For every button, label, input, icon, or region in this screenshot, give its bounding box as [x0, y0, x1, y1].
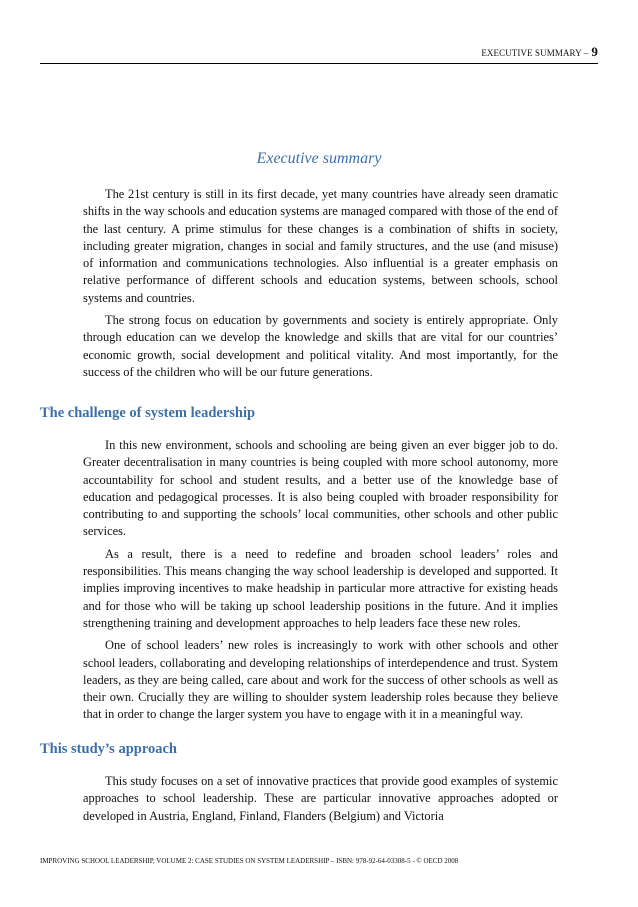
- page-number: 9: [591, 44, 598, 59]
- paragraph: As a result, there is a need to redefine and broaden school leaders’ roles and responsibilities. This means changing the way school leadership is developed and supported. It implies improving incentives to make headship in particular more attractive for existing heads and for those who will be taking up school leadership positions in the future. And it implies strengthening training and development approaches to help leaders face these new roles.: [83, 546, 558, 630]
- section-heading-approach: This study’s approach: [40, 741, 177, 757]
- page-footer: IMPROVING SCHOOL LEADERSHIP, VOLUME 2: CASE STUDIES ON SYSTEM LEADERSHIP – ISBN: 978-92-64-03308-5 - © OECD 2008: [40, 857, 459, 865]
- paragraph: One of school leaders’ new roles is increasingly to work with other schools and other school leaders, collaborating and developing relationships of interdependence and trust. System leaders, as they are being called, care about and work for the success of other schools as well as their own. Crucially they are willing to shoulder system leadership roles because they believe that in order to change the larger system you have to engage with it in a meaningful way.: [83, 638, 558, 722]
- paragraph: This study focuses on a set of innovative practices that provide good examples of systemic approaches to school leadership. These are particular innovative approaches adopted or developed in Austria, England, Finland, Flanders (Belgium) and Victoria: [83, 774, 558, 823]
- challenge-section: [83, 437, 558, 729]
- paragraph: The 21st century is still in its first decade, yet many countries have already seen dramatic shifts in the way schools and education systems are managed compared with those of the end of the last century. A prime stimulus for these changes is a combination of shifts in society, including greater migration, changes in social and family structures, and the use (and misuse) of information and communications technologies. Also influential is a greater emphasis on relative performance of different schools and education systems, between schools, school systems and countries.: [83, 187, 558, 305]
- paragraph: In this new environment, schools and schooling are being given an ever bigger job to do. Greater decentralisation in many countries is being coupled with more school autonomy, more accountability for school and student results, and a better use of the knowledge base of education and pedagogical processes. It is also being coupled with broader responsibility for contributing to and supporting the schools’ local communities, other schools and other public services.: [83, 438, 558, 539]
- running-header: [481, 44, 598, 60]
- running-title: EXECUTIVE SUMMARY –: [481, 48, 589, 58]
- section-heading-challenge: The challenge of system leadership: [40, 405, 256, 421]
- intro-section: [83, 186, 558, 386]
- page-title: Executive summary: [256, 150, 382, 167]
- paragraph: The strong focus on education by governments and society is entirely appropriate. Only through education can we develop the knowledge and skills that are vital for our countries’ economic growth, social development and political vitality. And most importantly, for the success of the children who will be our future generations.: [83, 313, 558, 379]
- header-rule: [40, 63, 598, 64]
- approach-section: [83, 773, 558, 830]
